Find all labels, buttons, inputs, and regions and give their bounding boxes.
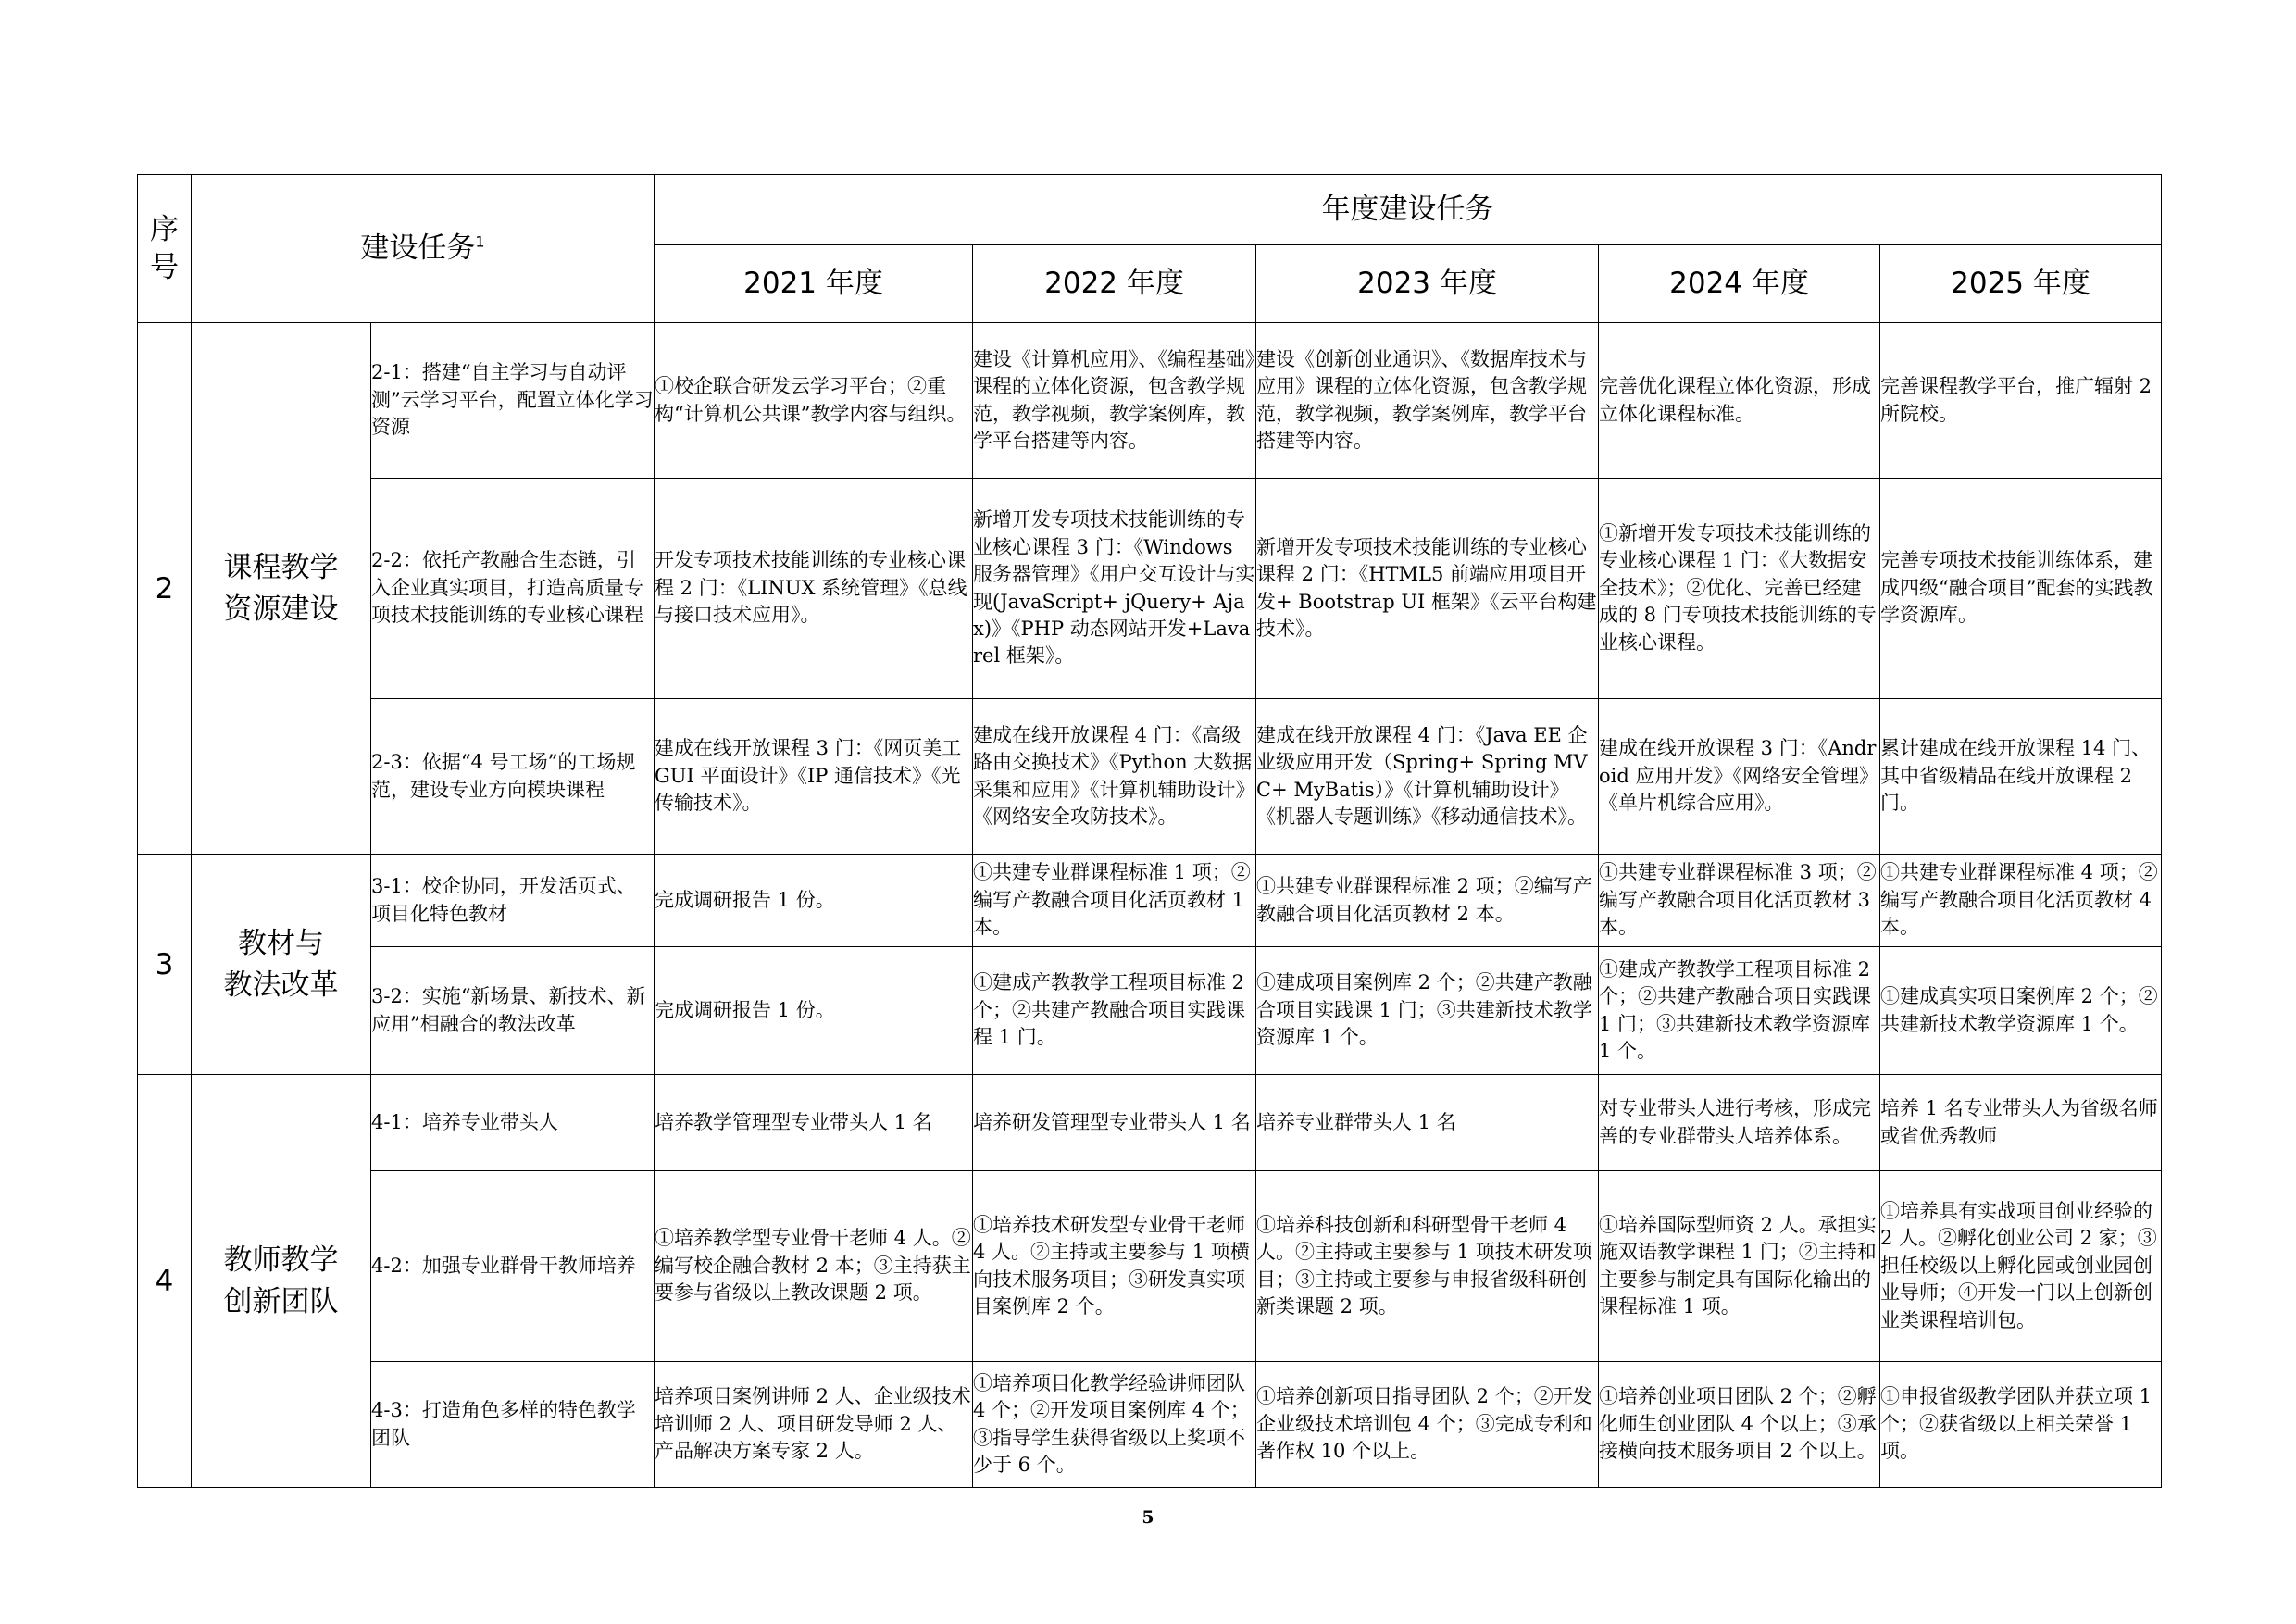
header-seq: 序号 — [138, 175, 192, 323]
year-cell: 培养专业群带头人 1 名 — [1256, 1075, 1599, 1171]
category-line: 教材与 — [238, 926, 324, 960]
year-cell: ①校企联合研发云学习平台；②重构“计算机公共课”教学内容与组织。 — [655, 323, 973, 479]
task-cell: 2-2：依托产教融合生态链，引入企业真实项目，打造高质量专项技术技能训练的专业核心课程 — [371, 479, 655, 699]
year-cell: ①培养项目化教学经验讲师团队 4 个；②开发项目案例库 4 个；③指导学生获得省级以上奖项不少于 6 个。 — [973, 1362, 1256, 1488]
group-seq: 3 — [138, 855, 192, 1075]
table-row — [138, 855, 2162, 947]
table-row — [138, 1171, 2162, 1362]
year-cell: 对专业带头人进行考核，形成完善的专业群带头人培养体系。 — [1599, 1075, 1880, 1171]
header-task — [192, 175, 655, 323]
group-seq: 4 — [138, 1075, 192, 1488]
year-cell: ①共建专业群课程标准 4 项；②编写产教融合项目化活页教材 4 本。 — [1880, 855, 2162, 947]
year-cell: ①培养具有实战项目创业经验的 2 人。②孵化创业公司 2 家；③担任校级以上孵化园或创业园创业导师；④开发一门以上创新创业类课程培训包。 — [1880, 1171, 2162, 1362]
table-row — [138, 479, 2162, 699]
year-cell: 完善课程教学平台，推广辐射 2 所院校。 — [1880, 323, 2162, 479]
table-row — [138, 947, 2162, 1075]
year-cell: 培养项目案例讲师 2 人、企业级技术培训师 2 人、项目研发导师 2 人、产品解决方案专家 2 人。 — [655, 1362, 973, 1488]
page-number: 5 — [1142, 1507, 1154, 1528]
year-cell: 培养 1 名专业带头人为省级名师或省优秀教师 — [1880, 1075, 2162, 1171]
year-cell: ①共建专业群课程标准 1 项；②编写产教融合项目化活页教材 1 本。 — [973, 855, 1256, 947]
category-line: 课程教学 — [223, 550, 339, 584]
year-cell: ①培养技术研发型专业骨干老师 4 人。②主持或主要参与 1 项横向技术服务项目；③研发真实项目案例库 2 个。 — [973, 1171, 1256, 1362]
task-cell: 2-1：搭建“自主学习与自动评测”云学习平台，配置立体化学习资源 — [371, 323, 655, 479]
header-year-2021: 2021 年度 — [655, 245, 973, 323]
header-task-footnote: 1 — [475, 233, 485, 252]
year-cell: ①培养创新项目指导团队 2 个；②开发企业级技术培训包 4 个；③完成专利和著作权 10 个以上。 — [1256, 1362, 1599, 1488]
task-cell: 4-2：加强专业群骨干教师培养 — [371, 1171, 655, 1362]
year-cell: 培养教学管理型专业带头人 1 名 — [655, 1075, 973, 1171]
header-task-label: 建设任务 — [360, 231, 476, 266]
category-line: 教法改革 — [223, 968, 339, 1002]
year-cell: ①申报省级教学团队并获立项 1 个；②获省级以上相关荣誉 1 项。 — [1880, 1362, 2162, 1488]
task-cell: 2-3：依据“4 号工场”的工场规范，建设专业方向模块课程 — [371, 699, 655, 855]
year-cell: ①培养教学型专业骨干老师 4 人。②编写校企融合教材 2 本；③主持获主要参与省级以上教改课题 2 项。 — [655, 1171, 973, 1362]
category-line: 创新团队 — [223, 1284, 339, 1318]
year-cell: 完善优化课程立体化资源，形成立体化课程标准。 — [1599, 323, 1880, 479]
year-cell: ①建成产教教学工程项目标准 2 个；②共建产教融合项目实践课程 1 门。 — [973, 947, 1256, 1075]
year-cell: ①培养国际型师资 2 人。承担实施双语教学课程 1 门；②主持和主要参与制定具有国际化输出的课程标准 1 项。 — [1599, 1171, 1880, 1362]
year-cell: 新增开发专项技术技能训练的专业核心课程 2 门：《HTML5 前端应用项目开发+ Bootstrap UI 框架》《云平台构建技术》。 — [1256, 479, 1599, 699]
group-category — [192, 323, 371, 855]
header-year-2025: 2025 年度 — [1880, 245, 2162, 323]
year-cell: 累计建成在线开放课程 14 门、其中省级精品在线开放课程 2 门。 — [1880, 699, 2162, 855]
table-row — [138, 323, 2162, 479]
year-cell: 建成在线开放课程 3 门：《Android 应用开发》《网络安全管理》《单片机综合应用》。 — [1599, 699, 1880, 855]
year-cell: ①建成真实项目案例库 2 个；② 共建新技术教学资源库 1 个。 — [1880, 947, 2162, 1075]
year-cell: ①新增开发专项技术技能训练的专业核心课程 1 门：《大数据安全技术》；②优化、完善已经建成的 8 门专项技术技能训练的专业核心课程。 — [1599, 479, 1880, 699]
category-line: 资源建设 — [223, 592, 339, 626]
year-cell: 建设《创新创业通识》、《数据库技术与应用》课程的立体化资源，包含教学规范，教学视频，教学案例库，教学平台搭建等内容。 — [1256, 323, 1599, 479]
year-cell: 建设《计算机应用》、《编程基础》课程的立体化资源，包含教学规范，教学视频，教学案例库，教学平台搭建等内容。 — [973, 323, 1256, 479]
year-cell: 完成调研报告 1 份。 — [655, 947, 973, 1075]
year-cell: 建成在线开放课程 4 门：《Java EE 企业级应用开发（Spring+ Spring MVC+ MyBatis）》《计算机辅助设计》《机器人专题训练》《移动通信技术》。 — [1256, 699, 1599, 855]
task-cell: 4-3：打造角色多样的特色教学团队 — [371, 1362, 655, 1488]
year-cell: 完善专项技术技能训练体系，建成四级“融合项目”配套的实践教学资源库。 — [1880, 479, 2162, 699]
header-year-2024: 2024 年度 — [1599, 245, 1880, 323]
construction-task-table — [137, 174, 2162, 1488]
year-cell: 建成在线开放课程 4 门：《高级路由交换技术》《Python 大数据采集和应用》《计算机辅助设计》《网络安全攻防技术》。 — [973, 699, 1256, 855]
year-cell: 建成在线开放课程 3 门：《网页美工 GUI 平面设计》《IP 通信技术》《光传输技术》。 — [655, 699, 973, 855]
table-row — [138, 699, 2162, 855]
task-cell: 4-1：培养专业带头人 — [371, 1075, 655, 1171]
year-cell: ①共建专业群课程标准 3 项；②编写产教融合项目化活页教材 3 本。 — [1599, 855, 1880, 947]
year-cell: ①建成产教教学工程项目标准 2 个；②共建产教融合项目实践课 1 门；③共建新技术教学资源库 1 个。 — [1599, 947, 1880, 1075]
header-annual: 年度建设任务 — [655, 175, 2162, 245]
year-cell: ①共建专业群课程标准 2 项；②编写产教融合项目化活页教材 2 本。 — [1256, 855, 1599, 947]
group-category — [192, 1075, 371, 1488]
year-cell: ①培养科技创新和科研型骨干老师 4 人。②主持或主要参与 1 项技术研发项目；③主持或主要参与申报省级科研创新类课题 2 项。 — [1256, 1171, 1599, 1362]
year-cell: 开发专项技术技能训练的专业核心课程 2 门：《LINUX 系统管理》《总线与接口技术应用》。 — [655, 479, 973, 699]
year-cell: 完成调研报告 1 份。 — [655, 855, 973, 947]
header-year-2022: 2022 年度 — [973, 245, 1256, 323]
table-row — [138, 1075, 2162, 1171]
header-year-2023: 2023 年度 — [1256, 245, 1599, 323]
category-line: 教师教学 — [223, 1243, 339, 1277]
year-cell: 新增开发专项技术技能训练的专业核心课程 3 门：《Windows 服务器管理》《用户交互设计与实现(JavaScript+ jQuery+ Ajax)》《PHP 动态网站开发+Lavarel 框架》。 — [973, 479, 1256, 699]
task-cell: 3-1：校企协同，开发活页式、项目化特色教材 — [371, 855, 655, 947]
group-seq: 2 — [138, 323, 192, 855]
group-category — [192, 855, 371, 1075]
year-cell: 培养研发管理型专业带头人 1 名 — [973, 1075, 1256, 1171]
task-cell: 3-2：实施“新场景、新技术、新应用”相融合的教法改革 — [371, 947, 655, 1075]
year-cell: ①建成项目案例库 2 个；②共建产教融合项目实践课 1 门；③共建新技术教学资源库 1 个。 — [1256, 947, 1599, 1075]
year-cell: ①培养创业项目团队 2 个；②孵化师生创业团队 4 个以上；③承接横向技术服务项目 2 个以上。 — [1599, 1362, 1880, 1488]
table-row — [138, 1362, 2162, 1488]
